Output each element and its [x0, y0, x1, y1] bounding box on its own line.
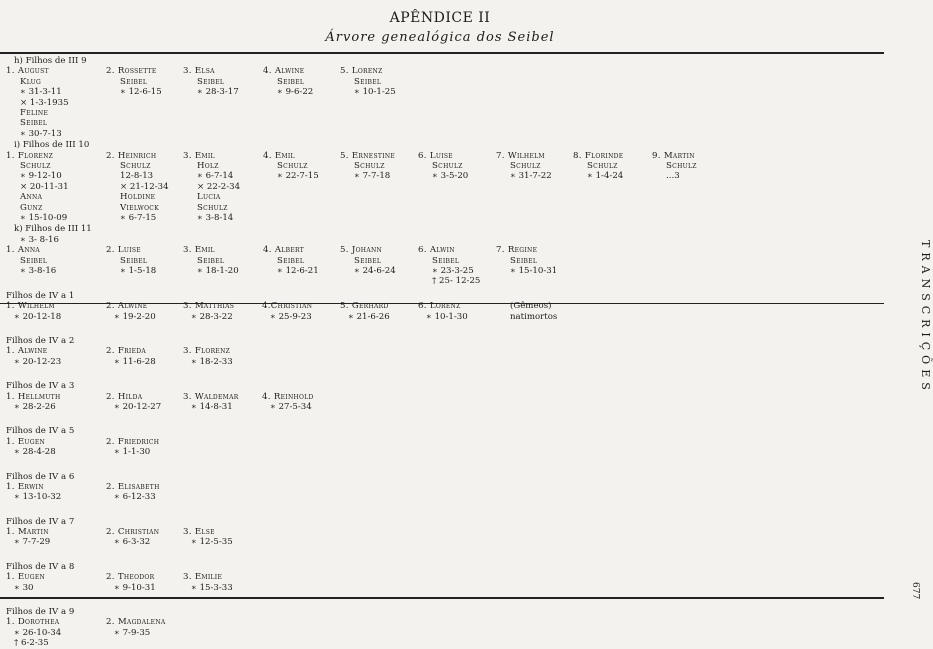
- child-detail: ∗ 20-12-27: [114, 401, 162, 412]
- family-group: [6, 412, 886, 457]
- child-entry: [510, 301, 557, 322]
- group-heading: Filhos de IV a 1: [6, 290, 75, 301]
- children-row: [6, 572, 886, 593]
- child-entry: [6, 437, 56, 458]
- child-name: 5. Johann: [340, 245, 383, 256]
- child-entry: [263, 66, 313, 97]
- group-heading: k) Filhos de III 11: [14, 224, 92, 235]
- child-detail: ∗ 23-3-25: [432, 265, 474, 276]
- child-entry: [496, 151, 552, 182]
- child-entry: [418, 151, 468, 182]
- child-detail: ∗ 11-6-28: [114, 356, 156, 367]
- page-number: 677: [910, 582, 920, 600]
- child-name: 7. Wilhelm: [496, 150, 545, 161]
- child-entry: [106, 301, 156, 322]
- child-detail: ∗ 3-8-16: [20, 265, 57, 276]
- child-detail: ∗ 10-1-30: [426, 311, 468, 322]
- child-name: 1. Alwine: [6, 346, 48, 357]
- child-detail: ∗ 9-10-31: [114, 582, 156, 593]
- child-detail: ∗ 22-7-15: [277, 171, 319, 182]
- child-detail: ∗ 28-4-28: [14, 447, 56, 458]
- child-entry: [262, 392, 314, 413]
- child-entry: [183, 245, 239, 276]
- child-detail: ∗ 21-6-26: [348, 311, 390, 322]
- child-name: 2. Frieda: [106, 346, 147, 357]
- child-detail: ∗ 18-1-20: [197, 265, 239, 276]
- child-name: 3. Florenz: [183, 346, 231, 357]
- child-detail: ∗ 10-1-25: [354, 87, 396, 98]
- child-detail: Seibel: [120, 255, 148, 266]
- child-name: 1. August: [6, 66, 49, 77]
- family-group: [6, 593, 886, 649]
- child-name: 6. Luise: [418, 150, 453, 161]
- child-entry: [418, 301, 468, 322]
- child-entry: [340, 66, 396, 97]
- group-heading: Filhos de IV a 8: [6, 561, 75, 572]
- child-name: 2. Elisabeth: [106, 481, 160, 492]
- children-row: [6, 66, 886, 139]
- child-detail: Schulz: [277, 160, 308, 171]
- child-name: 1. Hellmuth: [6, 391, 61, 402]
- child-detail: Schulz: [666, 160, 697, 171]
- child-entry: [106, 151, 169, 224]
- child-detail: ∗ 24-6-24: [354, 265, 396, 276]
- child-entry: [263, 245, 319, 276]
- child-entry: [106, 617, 166, 638]
- top-rule: [0, 52, 884, 54]
- child-detail: ∗ 3-5-20: [432, 171, 469, 182]
- child-name: 3. Else: [183, 527, 215, 538]
- child-detail: ∗ 7-9-35: [114, 627, 151, 638]
- page-title: APÊNDICE II: [389, 10, 491, 26]
- child-detail: Seibel: [354, 255, 382, 266]
- child-name: 1. Dorothea: [6, 617, 60, 628]
- child-detail: ∗ 12-5-35: [191, 537, 233, 548]
- child-detail: ∗ 12-6-21: [277, 265, 319, 276]
- child-detail: Schulz: [510, 160, 541, 171]
- child-entry: [106, 527, 159, 548]
- child-name: 4. Albert: [263, 245, 305, 256]
- child-detail: ∗ 31-3-11: [20, 87, 62, 98]
- child-entry: [106, 392, 161, 413]
- child-detail: Seibel: [20, 255, 48, 266]
- child-detail: † 25- 12-25: [432, 276, 481, 287]
- child-detail: ∗ 6-3-32: [114, 537, 151, 548]
- child-entry: [496, 245, 557, 276]
- family-group: [6, 367, 886, 412]
- child-entry: [106, 245, 156, 276]
- child-entry: [6, 301, 61, 322]
- child-detail: ⨯ 22-2-34: [197, 181, 241, 192]
- family-group: [6, 287, 886, 322]
- child-entry: [106, 346, 156, 367]
- child-detail: Seibel: [120, 76, 148, 87]
- child-detail: ∗ 15-3-33: [191, 582, 233, 593]
- child-name: 1. Florenz: [6, 150, 54, 161]
- child-detail: Schulz: [197, 202, 228, 213]
- family-group: [6, 139, 886, 223]
- child-entry: [6, 392, 61, 413]
- child-detail: ∗ 30: [14, 582, 34, 593]
- child-name: (Gêmeos): [510, 301, 552, 312]
- child-detail: ∗ 1-4-24: [587, 171, 624, 182]
- child-name: 2. Friedrich: [106, 436, 160, 447]
- child-detail: ∗ 7-7-29: [14, 537, 51, 548]
- child-detail: ∗ 25-9-23: [270, 311, 312, 322]
- child-entry: [183, 572, 233, 593]
- child-detail: ∗ 18-2-33: [191, 356, 233, 367]
- child-name: 2. Luise: [106, 245, 141, 256]
- children-row: [6, 301, 886, 322]
- child-name: 3. Waldemar: [183, 391, 239, 402]
- children-row: [6, 151, 886, 224]
- child-detail: Seibel: [20, 118, 48, 129]
- child-name: 1. Eugen: [6, 572, 46, 583]
- child-name: 1. Wilhelm: [6, 301, 55, 312]
- children-row: [6, 482, 886, 503]
- child-entry: [183, 346, 233, 367]
- child-detail: Seibel: [197, 76, 225, 87]
- child-detail: ∗ 9-6-22: [277, 87, 314, 98]
- child-name: 3. Emil: [183, 150, 215, 161]
- children-row: [6, 437, 886, 458]
- family-group: [6, 322, 886, 367]
- child-detail: ∗ 28-3-17: [197, 87, 239, 98]
- child-detail: ∗ 1-1-30: [114, 447, 151, 458]
- child-detail: Seibel: [277, 76, 305, 87]
- child-name: 3. Matthias: [183, 301, 235, 312]
- child-name: 4. Alwine: [263, 66, 305, 77]
- children-row: [6, 617, 886, 648]
- child-detail: Seibel: [354, 76, 382, 87]
- child-detail: Seibel: [197, 255, 225, 266]
- children-row: [6, 346, 886, 367]
- child-detail: ∗ 6-7-14: [197, 171, 234, 182]
- child-detail: Seibel: [432, 255, 460, 266]
- group-heading: h) Filhos de III 9: [14, 56, 87, 66]
- child-detail: ∗ 27-5-34: [270, 401, 312, 412]
- child-name: 2. Heinrich: [106, 150, 157, 161]
- child-name: 5. Gerhard: [340, 301, 389, 312]
- child-detail: Seibel: [510, 255, 538, 266]
- child-name: 4. Emil: [263, 150, 295, 161]
- child-detail: ∗ 7-7-18: [354, 171, 391, 182]
- child-detail: ∗ 14-8-31: [191, 401, 233, 412]
- child-detail: ∗ 19-2-20: [114, 311, 156, 322]
- child-name: 5. Lorenz: [340, 66, 383, 77]
- group-heading: Filhos de IV a 6: [6, 471, 75, 482]
- child-name: 5. Ernestine: [340, 150, 396, 161]
- child-detail: ⨯ 21-12-34: [120, 181, 169, 192]
- child-name: 6. Alwin: [418, 245, 455, 256]
- child-entry: [183, 392, 239, 413]
- group-heading: Filhos de IV a 5: [6, 426, 75, 437]
- child-entry: [6, 482, 61, 503]
- child-name: 7. Regine: [496, 245, 538, 256]
- child-name: 2. Rossette: [106, 66, 157, 77]
- child-detail: Schulz: [354, 160, 385, 171]
- children-row: [6, 392, 886, 413]
- child-name: 3. Elsa: [183, 66, 215, 77]
- child-detail: Seibel: [277, 255, 305, 266]
- child-name: 2. Theodor: [106, 572, 155, 583]
- child-detail: ⨯ 20-11-31: [20, 181, 69, 192]
- child-detail: ...3: [666, 171, 680, 182]
- child-name: 6. Lorenz: [418, 301, 461, 312]
- child-entry: [6, 151, 69, 224]
- child-detail: ∗ 20-12-18: [14, 311, 62, 322]
- child-detail: 12-8-13: [120, 171, 154, 182]
- group-heading: i) Filhos de III 10: [14, 140, 90, 151]
- child-name: 8. Florinde: [573, 150, 624, 161]
- child-detail: ∗ 28-2-26: [14, 401, 56, 412]
- child-entry: [652, 151, 697, 182]
- family-group: [6, 503, 886, 548]
- child-name: 3. Emil: [183, 245, 215, 256]
- child-detail: ∗ 28-3-22: [191, 311, 233, 322]
- child-detail: Vielwock: [120, 202, 159, 213]
- child-detail: ∗ 6-12-33: [114, 492, 156, 503]
- group-heading: Filhos de IV a 7: [6, 516, 75, 527]
- child-detail: ∗ 15-10-09: [20, 213, 68, 224]
- child-detail: ⨯ 1-3-1935: [20, 97, 69, 108]
- child-detail: Schulz: [20, 160, 51, 171]
- child-entry: [6, 617, 61, 648]
- child-name: 1. Martin: [6, 527, 49, 538]
- child-name: 4. Reinhold: [262, 391, 314, 402]
- child-detail: Schulz: [587, 160, 618, 171]
- child-name: 9. Martin: [652, 150, 695, 161]
- child-name: 2. Hilda: [106, 391, 143, 402]
- family-group: [6, 548, 886, 593]
- side-running-head: TRANSCRIÇÕES: [919, 240, 932, 395]
- family-group: [6, 458, 886, 503]
- child-entry: [183, 301, 234, 322]
- child-entry: [340, 151, 395, 182]
- child-detail: Anna: [20, 192, 43, 203]
- family-group: [6, 223, 886, 286]
- child-entry: [106, 437, 159, 458]
- child-entry: [183, 66, 239, 97]
- child-detail: Schulz: [120, 160, 151, 171]
- child-detail: ∗ 15-10-31: [510, 265, 558, 276]
- child-entry: [183, 151, 240, 224]
- child-detail: ∗ 20-12-23: [14, 356, 62, 367]
- child-detail: † 6-2-35: [14, 638, 49, 649]
- child-entry: [340, 245, 396, 276]
- page-subtitle: Árvore genealógica dos Seibel: [325, 30, 555, 45]
- group-heading: Filhos de IV a 2: [6, 335, 75, 346]
- child-detail: Klug: [20, 76, 42, 87]
- children-row: [6, 527, 886, 548]
- child-entry: [418, 245, 480, 287]
- child-entry: [6, 346, 61, 367]
- child-detail: ∗ 12-6-15: [120, 87, 162, 98]
- child-detail: Schulz: [432, 160, 463, 171]
- child-detail: ∗ 1-5-18: [120, 265, 157, 276]
- group-heading: Filhos de IV a 3: [6, 381, 75, 392]
- child-name: 1. Erwin: [6, 481, 44, 492]
- child-detail: ∗ 9-12-10: [20, 171, 62, 182]
- child-entry: [340, 301, 390, 322]
- child-detail: natimortos: [510, 311, 558, 322]
- group-subheading: ∗ 3- 8-16: [20, 234, 59, 245]
- child-entry: [262, 301, 312, 322]
- child-detail: ∗ 3-8-14: [197, 213, 234, 224]
- child-name: 2. Alwine: [106, 301, 148, 312]
- child-detail: ∗ 6-7-15: [120, 213, 157, 224]
- child-entry: [573, 151, 623, 182]
- child-entry: [6, 527, 50, 548]
- children-row: [6, 245, 886, 287]
- child-entry: [6, 572, 45, 593]
- child-entry: [6, 245, 56, 276]
- child-entry: [183, 527, 233, 548]
- child-entry: [6, 66, 69, 139]
- child-entry: [106, 572, 156, 593]
- child-name: 2. Christian: [106, 527, 160, 538]
- group-heading: Filhos de IV a 9: [6, 607, 75, 618]
- child-detail: Feline: [20, 108, 49, 119]
- child-detail: Gunz: [20, 202, 43, 213]
- genealogy-tree: [6, 55, 886, 649]
- child-name: 4.Christian: [262, 301, 313, 312]
- child-entry: [263, 151, 319, 182]
- child-detail: Holz: [197, 160, 219, 171]
- child-name: 1. Eugen: [6, 436, 46, 447]
- child-detail: ∗ 26-10-34: [14, 627, 62, 638]
- child-detail: Holdine: [120, 192, 156, 203]
- child-name: 1. Anna: [6, 245, 41, 256]
- child-detail: ∗ 30-7-13: [20, 128, 62, 139]
- family-group: [6, 55, 886, 139]
- child-name: 3. Emilie: [183, 572, 223, 583]
- child-entry: [106, 482, 160, 503]
- child-detail: Lucia: [197, 192, 221, 203]
- child-detail: ∗ 13-10-32: [14, 492, 62, 503]
- child-entry: [106, 66, 162, 97]
- child-detail: ∗ 31-7-22: [510, 171, 552, 182]
- child-name: 2. Magdalena: [106, 617, 166, 628]
